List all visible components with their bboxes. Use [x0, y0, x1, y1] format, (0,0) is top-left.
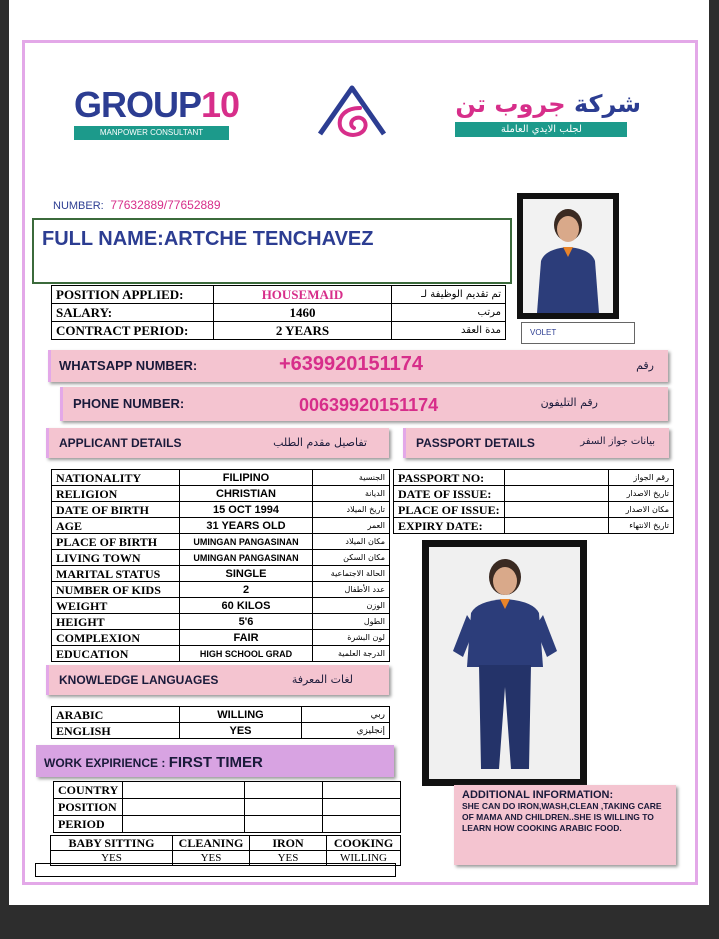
passport-details-label-ar: بيانات جواز السفر [580, 436, 655, 447]
field-value: UMINGAN PANGASINAN [180, 534, 313, 550]
table-row [52, 304, 506, 322]
whatsapp-label-ar: رقم [636, 359, 654, 372]
language-label-ar: ربي [302, 707, 390, 723]
language-value: YES [180, 723, 302, 739]
field-label: NUMBER OF KIDS [52, 582, 180, 598]
applicant-details-label-ar: تفاصيل مقدم الطلب [273, 436, 367, 449]
contract-label: CONTRACT PERIOD: [52, 322, 214, 340]
passport-field-label-ar: رقم الجواز [608, 470, 673, 486]
table-row [52, 582, 390, 598]
field-value: 60 KILOS [180, 598, 313, 614]
arabic-logo-word-1: شركة [565, 90, 641, 118]
table-row [52, 566, 390, 582]
skill-header: CLEANING [173, 836, 250, 851]
number-value: 77632889/77652889 [110, 198, 221, 212]
table-row [52, 470, 390, 486]
salary-value: 1460 [214, 304, 392, 322]
logo-text: GROUP [74, 84, 202, 125]
arabic-logo-subtitle: لجلب الايدي العاملة [455, 122, 627, 137]
phone-number[interactable]: 00639920151174 [299, 395, 439, 415]
field-label-ar: مكان الميلاد [313, 534, 390, 550]
field-label-ar: عدد الأطفال [313, 582, 390, 598]
passport-field-label-ar: تاريخ الاصدار [608, 486, 673, 502]
work-experience-banner [36, 745, 394, 777]
knowledge-languages-banner [46, 665, 389, 695]
field-value: 31 YEARS OLD [180, 518, 313, 534]
field-label: COMPLEXION [52, 630, 180, 646]
language-label: ENGLISH [52, 723, 180, 739]
field-label: EDUCATION [52, 646, 180, 662]
table-row [54, 799, 401, 816]
table-row [52, 550, 390, 566]
field-label-ar: لون البشرة [313, 630, 390, 646]
table-row [394, 502, 674, 518]
field-label: RELIGION [52, 486, 180, 502]
applicant-table [51, 469, 390, 662]
contract-label-ar: مدة العقد [392, 322, 506, 340]
table-row [52, 534, 390, 550]
skill-header: COOKING [327, 836, 401, 851]
knowledge-languages-label-ar: لغات المعرفة [291, 673, 353, 686]
company-emblem-icon [316, 82, 388, 142]
passport-field-value [504, 518, 608, 534]
passport-field-label: EXPIRY DATE: [394, 518, 505, 534]
skill-header: IRON [250, 836, 327, 851]
passport-details-banner [403, 428, 669, 458]
passport-field-label-ar: مكان الاصدار [608, 502, 673, 518]
field-label-ar: العمر [313, 518, 390, 534]
field-value: SINGLE [180, 566, 313, 582]
skill-value: WILLING [327, 851, 401, 866]
table-row [51, 836, 401, 851]
group10-logo [74, 86, 239, 140]
whatsapp-banner [48, 350, 668, 382]
skill-value: YES [173, 851, 250, 866]
empty-row [35, 863, 396, 877]
work-period-label: PERIOD [54, 816, 123, 833]
phone-label-ar: رقم التليفون [540, 396, 598, 409]
applicant-details-label: APPLICANT DETAILS [59, 436, 182, 450]
table-row [394, 518, 674, 534]
knowledge-languages-label: KNOWLEDGE LANGUAGES [59, 673, 219, 687]
salary-label: SALARY: [52, 304, 214, 322]
arabic-logo [455, 88, 641, 137]
table-row [52, 502, 390, 518]
contract-value: 2 YEARS [214, 322, 392, 340]
table-row [52, 322, 506, 340]
position-value: HOUSEMAID [214, 286, 392, 304]
field-label-ar: الحالة الاجتماعية [313, 566, 390, 582]
field-label-ar: الدرجة العلمية [313, 646, 390, 662]
field-label: PLACE OF BIRTH [52, 534, 180, 550]
applicant-details-banner [46, 428, 389, 458]
field-value: 15 OCT 1994 [180, 502, 313, 518]
table-row [54, 782, 401, 799]
logo-subtitle: MANPOWER CONSULTANT [74, 126, 229, 140]
field-label: AGE [52, 518, 180, 534]
field-label-ar: مكان السكن [313, 550, 390, 566]
additional-information-box [454, 785, 676, 865]
passport-details-label: PASSPORT DETAILS [416, 436, 535, 450]
field-value: 2 [180, 582, 313, 598]
work-history-table [53, 781, 401, 833]
skill-value: YES [250, 851, 327, 866]
field-label-ar: الطول [313, 614, 390, 630]
position-table [51, 285, 506, 340]
additional-information-title: ADDITIONAL INFORMATION: [462, 789, 614, 801]
table-row [52, 723, 390, 739]
passport-field-label-ar: تاريخ الانتهاء [608, 518, 673, 534]
field-label: WEIGHT [52, 598, 180, 614]
salary-label-ar: مرتب [392, 304, 506, 322]
skills-table [50, 835, 401, 866]
languages-table [51, 706, 390, 739]
number-label: NUMBER: [53, 200, 104, 212]
field-label: HEIGHT [52, 614, 180, 630]
applicant-portrait-photo [517, 193, 619, 319]
field-value: CHRISTIAN [180, 486, 313, 502]
phone-label: PHONE NUMBER: [73, 396, 185, 411]
work-country-label: COUNTRY [54, 782, 123, 799]
additional-information-text: SHE CAN DO IRON,WASH,CLEAN ,TAKING CARE OF MAMA AND CHILDREN..SHE IS WILLING TO LEARN HOW COOKING ARABIC FOOD. [462, 801, 662, 833]
skill-header: BABY SITTING [51, 836, 173, 851]
field-value: UMINGAN PANGASINAN [180, 550, 313, 566]
language-label: ARABIC [52, 707, 180, 723]
table-row [52, 598, 390, 614]
position-label: POSITION APPLIED: [52, 286, 214, 304]
applicant-full-body-photo [422, 540, 587, 786]
work-position-label: POSITION [54, 799, 123, 816]
field-label-ar: تاريخ الميلاد [313, 502, 390, 518]
table-row [52, 286, 506, 304]
language-label-ar: إنجليزي [302, 723, 390, 739]
passport-field-value [504, 502, 608, 518]
table-row [52, 614, 390, 630]
table-row [52, 646, 390, 662]
logo-number: 10 [201, 84, 240, 125]
passport-field-value [504, 470, 608, 486]
field-label-ar: الديانة [313, 486, 390, 502]
field-label: LIVING TOWN [52, 550, 180, 566]
whatsapp-label: WHATSAPP NUMBER: [59, 358, 198, 373]
field-value: FAIR [180, 630, 313, 646]
passport-field-label: DATE OF ISSUE: [394, 486, 505, 502]
passport-table [393, 469, 674, 534]
table-row [52, 486, 390, 502]
language-value: WILLING [180, 707, 302, 723]
passport-field-label: PLACE OF ISSUE: [394, 502, 505, 518]
whatsapp-number[interactable]: +639920151174 [279, 353, 424, 375]
table-row [54, 816, 401, 833]
field-value: FILIPINO [180, 470, 313, 486]
passport-field-label: PASSPORT NO: [394, 470, 505, 486]
agency-note: VOLET [521, 322, 635, 344]
position-label-ar: تم تقديم الوظيفة لـ [392, 286, 506, 304]
table-row [52, 630, 390, 646]
field-label: DATE OF BIRTH [52, 502, 180, 518]
passport-field-value [504, 486, 608, 502]
field-label: NATIONALITY [52, 470, 180, 486]
field-label-ar: الجنسية [313, 470, 390, 486]
field-label: MARITAL STATUS [52, 566, 180, 582]
table-row [394, 470, 674, 486]
arabic-logo-word-2: جروب تن [455, 90, 566, 118]
skill-value: YES [51, 851, 173, 866]
field-value: HIGH SCHOOL GRAD [180, 646, 313, 662]
work-experience-value: FIRST TIMER [168, 754, 263, 771]
table-row [394, 486, 674, 502]
field-label-ar: الوزن [313, 598, 390, 614]
table-row [52, 518, 390, 534]
contact-number [53, 198, 221, 212]
field-value: 5'6 [180, 614, 313, 630]
full-name-box: FULL NAME:ARTCHE TENCHAVEZ [32, 218, 512, 284]
phone-banner [60, 387, 668, 421]
table-row [52, 707, 390, 723]
work-experience-label: WORK EXPIRIENCE : [44, 756, 169, 770]
